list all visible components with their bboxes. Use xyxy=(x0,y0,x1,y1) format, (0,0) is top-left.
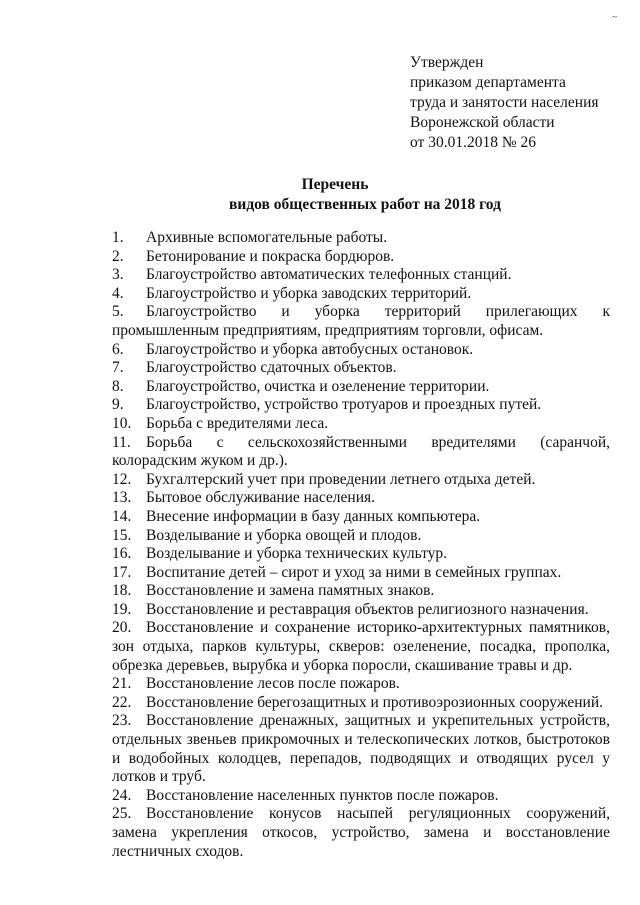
item-text: Восстановление конусов насыпей регуляционных сооружений, замена укрепления откосов, устройство, замена и восстановление лестничных сходов. xyxy=(112,805,610,860)
approval-line: труда и занятости населения xyxy=(410,94,599,111)
item-text: Восстановление и замена памятных знаков. xyxy=(146,582,435,600)
works-list xyxy=(112,229,610,861)
item-number: 3. xyxy=(112,266,124,284)
item-text: Благоустройство сдаточных объектов. xyxy=(146,359,397,377)
item-text: Благоустройство автоматических телефонных станций. xyxy=(146,266,512,284)
approval-line: от 30.01.2018 № 26 xyxy=(410,134,536,151)
item-text: Воспитание детей – сирот и уход за ними в семейных группах. xyxy=(146,563,562,581)
item-text: Бытовое обслуживание населения. xyxy=(146,489,376,507)
item-number: 16. xyxy=(112,545,132,563)
approval-line: приказом департамента xyxy=(410,74,566,91)
list-item xyxy=(112,527,610,546)
item-number: 2. xyxy=(112,247,124,265)
list-item xyxy=(112,359,610,378)
item-text: Внесение информации в базу данных компьютера. xyxy=(146,507,481,525)
item-text: Восстановление дренажных, защитных и укрепительных устройств, отдельных звеньев прикромочных и телескопических лотков, быстротоков и водобойных колодцев, перепадов, подводящих и отводящих русел у лотков и труб. xyxy=(112,712,610,786)
item-number: 5. xyxy=(112,303,124,321)
item-number: 19. xyxy=(112,600,132,618)
list-item xyxy=(112,415,610,434)
item-text: Бетонирование и покраска бордюров. xyxy=(146,247,395,265)
item-text: Благоустройство, очистка и озеленение территории. xyxy=(146,377,490,395)
list-item xyxy=(112,508,610,527)
list-item xyxy=(112,805,610,861)
item-number: 24. xyxy=(112,786,132,804)
corner-mark: ~ xyxy=(612,12,618,22)
list-item xyxy=(112,601,610,620)
list-item xyxy=(112,396,610,415)
item-number: 8. xyxy=(112,377,124,395)
item-text: Благоустройство, устройство тротуаров и проездных путей. xyxy=(146,396,542,414)
list-item xyxy=(112,694,610,713)
list-item xyxy=(112,341,610,360)
item-number: 25. xyxy=(112,805,132,823)
item-text: Восстановление и реставрация объектов религиозного назначения. xyxy=(146,600,589,618)
title-line-2: видов общественных работ на 2018 год xyxy=(229,196,501,213)
item-text: Архивные вспомогательные работы. xyxy=(146,229,388,246)
list-item xyxy=(112,564,610,583)
list-item xyxy=(112,434,610,471)
list-item xyxy=(112,266,610,285)
approval-line: Утвержден xyxy=(410,54,484,71)
item-text: Восстановление и сохранение историко-архитектурных памятников, зон отдыха, парков культуры, скверов: озеленение, посадка, прополка, обрезка деревьев, вырубка и уборка поросли, скашивание травы и др. xyxy=(112,619,610,674)
list-item xyxy=(112,489,610,508)
item-number: 22. xyxy=(112,693,132,711)
list-item xyxy=(112,619,610,675)
list-item xyxy=(112,248,610,267)
item-number: 15. xyxy=(112,526,132,544)
item-number: 6. xyxy=(112,340,124,358)
item-number: 1. xyxy=(112,229,124,246)
document-title xyxy=(0,175,640,215)
item-text: Борьба с сельскохозяйственными вредителями (саранчой, колорадским жуком и др.). xyxy=(112,433,610,470)
list-item xyxy=(112,712,610,786)
approval-stamp-block xyxy=(410,53,599,153)
title-line-1: Перечень xyxy=(301,176,369,193)
item-text: Возделывание и уборка овощей и плодов. xyxy=(146,526,422,544)
list-item xyxy=(112,787,610,806)
item-text: Возделывание и уборка технических культур. xyxy=(146,545,448,563)
item-text: Благоустройство и уборка заводских территорий. xyxy=(146,284,472,302)
item-number: 12. xyxy=(112,470,132,488)
item-text: Восстановление берегозащитных и противоэрозионных сооружений. xyxy=(146,693,603,711)
item-number: 14. xyxy=(112,507,132,525)
list-item xyxy=(112,378,610,397)
list-item xyxy=(112,675,610,694)
item-text: Бухгалтерский учет при проведении летнего отдыха детей. xyxy=(146,470,536,488)
list-item xyxy=(112,471,610,490)
item-number: 13. xyxy=(112,489,132,507)
item-text: Благоустройство и уборка территорий прилегающих к промышленным предприятиям, предприятиям торговли, офисам. xyxy=(112,303,610,339)
list-item xyxy=(112,229,610,248)
item-text: Восстановление населенных пунктов после пожаров. xyxy=(146,786,499,804)
list-item xyxy=(112,545,610,564)
list-item xyxy=(112,582,610,601)
item-number: 10. xyxy=(112,414,132,432)
list-item xyxy=(112,303,610,340)
item-number: 7. xyxy=(112,359,124,377)
item-number: 18. xyxy=(112,582,132,600)
item-text: Борьба с вредителями леса. xyxy=(146,414,329,432)
item-number: 23. xyxy=(112,712,132,730)
item-text: Благоустройство и уборка автобусных остановок. xyxy=(146,340,474,358)
item-number: 21. xyxy=(112,675,132,693)
item-text: Восстановление лесов после пожаров. xyxy=(146,675,400,693)
approval-line: Воронежской области xyxy=(410,114,555,131)
item-number: 9. xyxy=(112,396,124,414)
item-number: 11. xyxy=(112,433,131,451)
item-number: 20. xyxy=(112,619,132,637)
list-item xyxy=(112,285,610,304)
item-number: 17. xyxy=(112,563,132,581)
item-number: 4. xyxy=(112,284,124,302)
